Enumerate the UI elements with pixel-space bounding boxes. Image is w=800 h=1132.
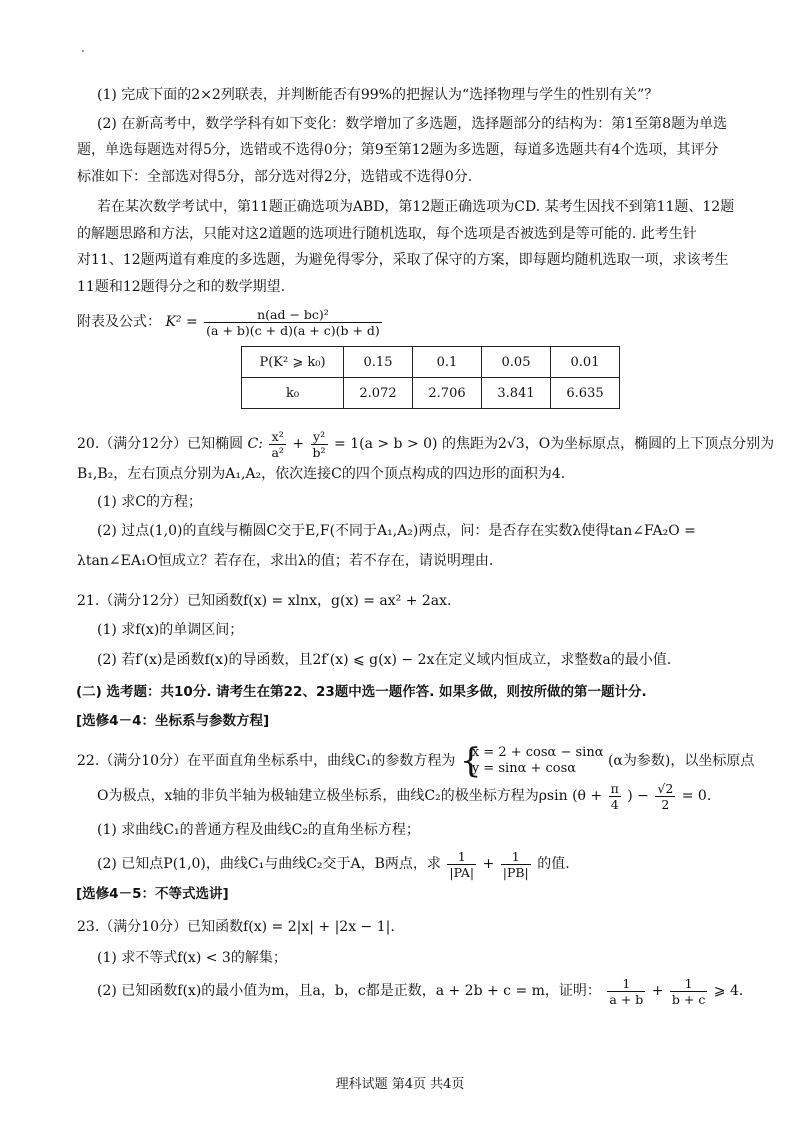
q20-part2-line1: (2) 过点(1,0)的直线与椭圆C交于E,F(不同于A₁,A₂)两点，问：是否存在实数λ使得tan∠FA₂O =	[97, 523, 696, 539]
table-cell: 6.635	[551, 378, 620, 409]
q19-part3-line1: 若在某次数学考试中，第11题正确选项为ABD，第12题正确选项为CD. 某考生因找不到第11题、12题	[97, 199, 735, 215]
q22-part2	[97, 846, 570, 882]
param-y-equation: y = sinα + cosα	[471, 761, 577, 776]
section-elective-heading: (二) 选考题：共10分. 请考生在第22、23题中选一题作答. 如果多做，则按所做的第一题计分.	[76, 684, 647, 700]
scan-mark	[82, 50, 84, 52]
q22-stem-start: 22.（满分10分）在平面直角坐标系中，曲线C₁的参数方程为	[77, 753, 456, 769]
table-cell: 0.15	[344, 347, 413, 378]
k2-fraction	[204, 307, 382, 338]
one-over-pa	[447, 849, 476, 880]
page-footer: 理科试题 第4页 共4页	[335, 1077, 465, 1092]
q23-part2	[97, 972, 743, 1010]
pi-symbol: π	[610, 780, 619, 796]
equals-zero: = 0.	[681, 788, 712, 804]
sqrt2-over-2	[655, 781, 675, 812]
parametric-system	[459, 741, 604, 781]
table-cell: 0.1	[413, 347, 482, 378]
q20-stem-start: 20.（满分12分）已知椭圆	[77, 436, 244, 452]
theta-close: ) −	[627, 788, 649, 804]
left-brace: {	[459, 741, 482, 781]
q19-part1: (1) 完成下面的2×2列联表，并判断能否有99%的把握认为“选择物理与学生的性别有关”？	[97, 87, 659, 103]
sqrt2: √2	[657, 780, 674, 796]
b-plus-c: b + c	[671, 991, 706, 1007]
q19-part3-line2: 的解题思路和方法，只能对这2道题的选项进行随机选取，每个选项是否被选到是等可能的. 此考生针	[77, 226, 697, 242]
table-cell: 2.072	[344, 378, 413, 409]
one: 1	[511, 848, 520, 864]
q20-stem-end: 的焦距为2√3，O为坐标原点，椭圆的上下顶点分别为	[441, 436, 775, 452]
q22-part1: (1) 求曲线C₁的普通方程及曲线C₂的直角坐标方程；	[97, 822, 420, 838]
one: 1	[684, 975, 693, 991]
b2: b²	[312, 444, 326, 460]
q20-part1: (1) 求C的方程；	[97, 494, 202, 510]
q19-part2-line3: 标准如下：全部选对得5分，部分选对得2分，选错或不选得0分.	[77, 169, 473, 185]
pi-over-4	[609, 781, 621, 812]
one: 1	[622, 975, 631, 991]
y2-over-b2	[311, 429, 328, 460]
table-cell: 0.05	[482, 347, 551, 378]
q21-part1: (1) 求f(x)的单调区间；	[97, 622, 244, 638]
one-over-pb	[501, 849, 531, 880]
ellipse-rhs: = 1(a > b > 0)	[334, 436, 438, 452]
pa: |PA|	[449, 864, 475, 880]
k2-formula	[77, 304, 384, 340]
theta-open: (θ +	[572, 788, 603, 804]
a2: a²	[271, 444, 284, 460]
param-x-equation: x = 2 + cosα − sinα	[471, 745, 604, 760]
plus-sign: +	[482, 856, 495, 872]
pb: |PB|	[502, 864, 529, 880]
x2: x²	[271, 428, 284, 444]
q19-part2-line1: (2) 在新高考中，数学学科有如下变化：数学增加了多选题，选择题部分的结构为：第1至第8题为单选	[97, 116, 728, 132]
table-row	[242, 378, 620, 409]
q22-line2	[97, 779, 711, 813]
q22-polar-text: O为极点，x轴的非负半轴为极轴建立极坐标系，曲线C₂的极坐标方程为ρsin	[97, 788, 568, 804]
q20-line2: B₁,B₂，左右顶点分别为A₁,A₂，依次连接C的四个顶点构成的四边形的面积为4.	[77, 466, 566, 482]
q21-part2: (2) 若f′(x)是函数f(x)的导函数，且2f′(x) ⩽ g(x) − 2x在定义域内恒成立，求整数a的最小值.	[97, 652, 672, 668]
plus-sign: +	[292, 436, 305, 452]
table-row	[242, 347, 620, 378]
q19-part3-line3: 对11、12题两道有难度的多选题，为避免得零分，采取了保守的方案，即每题均随机选取一项，求该考生	[77, 252, 729, 268]
q19-part3-line4: 11题和12题得分之和的数学期望.	[77, 279, 286, 295]
q22-stem-end: (α为参数)，以坐标原点	[607, 753, 755, 769]
q22-part2-text: (2) 已知点P(1,0)，曲线C₁与曲线C₂交于A，B两点，求	[97, 856, 441, 872]
ellipse-name: C:	[247, 436, 263, 452]
one: 1	[457, 848, 466, 864]
plus-sign: +	[651, 983, 664, 999]
q21-stem: 21.（满分12分）已知函数f(x) = xlnx，g(x) = ax² + 2ax.	[77, 593, 452, 609]
critical-value-table	[241, 346, 620, 409]
q20-part2-line2: λtan∠EA₁O恒成立？若存在，求出λ的值；若不存在，请说明理由.	[77, 553, 494, 569]
two: 2	[655, 796, 675, 812]
q19-part2-line2: 题，单选每题选对得5分，选错或不选得0分；第9至第12题为多选题，每道多选题共有4个选项，其评分	[77, 142, 719, 158]
q20-line1	[77, 426, 774, 462]
table-header-k: k₀	[242, 378, 344, 409]
table-cell: 2.706	[413, 378, 482, 409]
four: 4	[609, 796, 621, 812]
one-over-b-plus-c	[670, 976, 707, 1007]
elective-4-4-heading: [选修4－4：坐标系与参数方程]	[76, 713, 270, 729]
q22-line1	[77, 741, 755, 781]
k2-denominator: (a + b)(c + d)(a + c)(b + d)	[206, 322, 380, 338]
table-cell: 3.841	[482, 378, 551, 409]
k2-lhs: K² =	[165, 314, 198, 330]
q23-part2-text: (2) 已知函数f(x)的最小值为m，且a，b，c都是正数，a + 2b + c = m，证明：	[97, 983, 601, 999]
formula-label: 附表及公式：	[77, 314, 161, 330]
y2: y²	[313, 428, 326, 444]
one-over-a-plus-b	[607, 976, 645, 1007]
table-cell: 0.01	[551, 347, 620, 378]
q22-part2-end: 的值.	[537, 856, 570, 872]
k2-numerator: n(ad − bc)²	[257, 306, 329, 322]
q23-part2-end: ⩾ 4.	[713, 983, 744, 999]
x2-over-a2	[269, 429, 285, 460]
q23-part1: (1) 求不等式f(x) < 3的解集；	[97, 950, 287, 966]
a-plus-b: a + b	[609, 991, 644, 1007]
table-header-p: P(K² ⩾ k₀)	[242, 347, 344, 378]
elective-4-5-heading: [选修4－5：不等式选讲]	[76, 886, 229, 902]
q23-stem: 23.（满分10分）已知函数f(x) = 2|x| + |2x − 1|.	[77, 919, 395, 935]
